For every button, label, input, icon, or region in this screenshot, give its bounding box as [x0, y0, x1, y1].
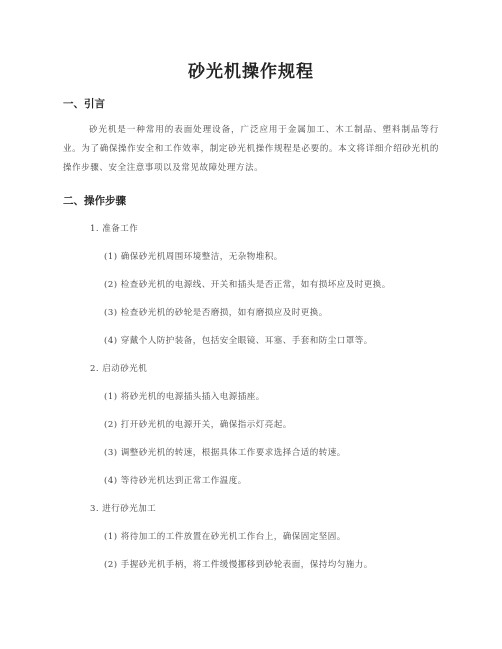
step-item: (1) 将待加工的工件放置在砂光机工作台上，确保固定坚固。 — [104, 532, 346, 542]
step-label-preparation: 1. 准备工作 — [90, 224, 139, 234]
step-label-sanding: 3. 进行砂光加工 — [90, 504, 157, 514]
document-title: 砂光机操作规程 — [188, 62, 314, 82]
section-heading-operation-steps: 二、操作步骤 — [63, 195, 126, 207]
introduction-paragraph: 砂光机是一种常用的表面处理设备，广泛应用于金属加工、木工制品、塑料制品等行业。为了确保操作安全和工作效率，制定砂光机操作规程是必要的。本文将详细介绍砂光机的操作步骤、安全注意事项以及常见故障处理方法。 — [63, 125, 439, 173]
step-label-start-machine: 2. 启动砂光机 — [90, 364, 148, 374]
step-item: (1) 确保砂光机周围环境整洁，无杂物堆积。 — [104, 252, 283, 262]
step-item: (4) 等待砂光机达到正常工作温度。 — [104, 476, 247, 486]
section-heading-introduction: 一、引言 — [63, 98, 105, 110]
step-item: (4) 穿戴个人防护装备，包括安全眼镜、耳塞、手套和防尘口罩等。 — [104, 336, 373, 346]
step-item: (2) 打开砂光机的电源开关，确保指示灯亮起。 — [104, 420, 292, 430]
step-item: (1) 将砂光机的电源插头插入电源插座。 — [104, 392, 265, 402]
step-item: (2) 手握砂光机手柄，将工件缓慢挪移到砂轮表面，保持均匀施力。 — [104, 560, 373, 570]
step-item: (2) 检查砂光机的电源线、开关和插头是否正常，如有损坏应及时更换。 — [104, 280, 391, 290]
step-item: (3) 检查砂光机的砂轮是否磨损，如有磨损应及时更换。 — [104, 308, 328, 318]
step-item: (3) 调整砂光机的转速，根据具体工作要求选择合适的转速。 — [104, 448, 346, 458]
